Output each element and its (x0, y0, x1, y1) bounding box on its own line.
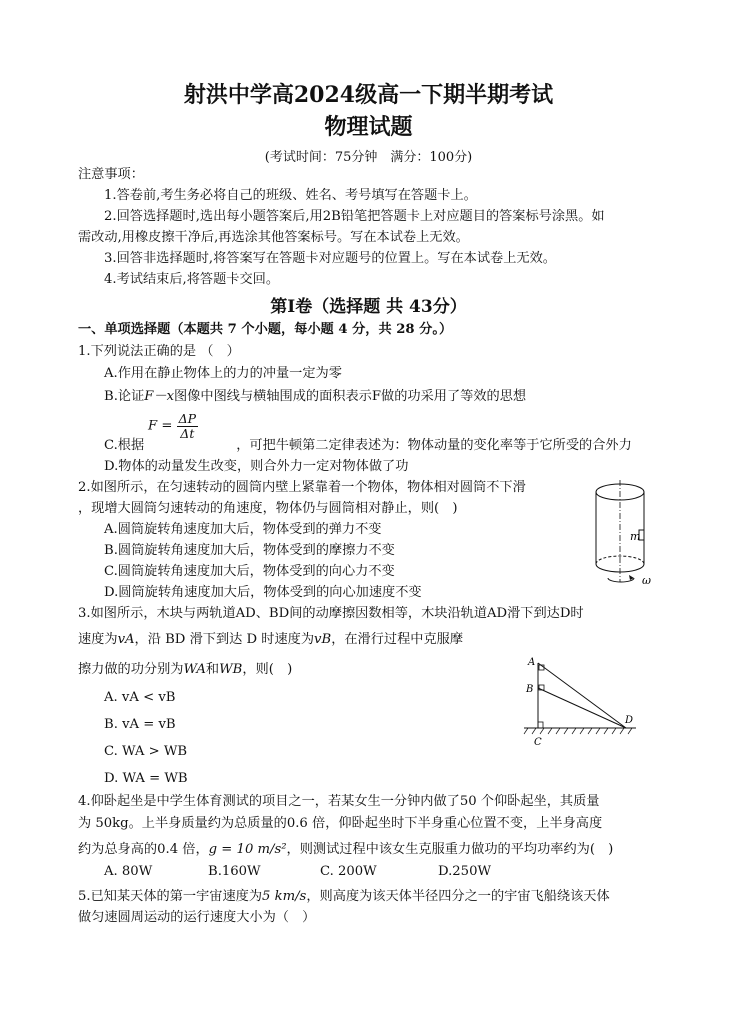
exam-info: (考试时间：75分钟 满分：100分) (264, 150, 473, 165)
q3-option-a: A. vA < vB (104, 690, 176, 705)
q1-formula-line: F = $\frac{\Delta P}{\Delta t}$ (148, 411, 197, 441)
q1-stem: 1.下列说法正确的是 （ ） (78, 344, 240, 359)
q1-option-d: D.物体的动量发生改变，则合外力一定对物体做了功 (104, 459, 409, 474)
subject-title: 物理试题 (324, 114, 413, 140)
q2-option-c: C.圆筒旋转角速度加大后，物体受到的向心力不变 (104, 564, 395, 579)
section-title: 第Ⅰ卷（选择题 共 43分） (270, 297, 467, 317)
tracks-figure (518, 655, 648, 750)
q4-line-2: 为 50kg。上半身质量约为总质量的0.6 倍，仰卧起坐时下半身重心位置不变，上半身高度 (78, 816, 603, 831)
label-omega: ω (642, 574, 651, 587)
q5-line-2: 做匀速圆周运动的运行速度大小为（ ） (78, 910, 316, 925)
right-angle-mark (538, 722, 543, 728)
label-d: D (625, 715, 634, 726)
exam-title: 射洪中学高2024级高一下期半期考试 (183, 82, 554, 108)
q2-option-b: B.圆筒旋转角速度加大后，物体受到的摩擦力不变 (104, 543, 395, 558)
q1-option-a: A.作用在静止物体上的力的冲量一定为零 (104, 366, 342, 381)
q1-option-b: B.论证F－x图像中图线与横轴围成的面积表示F做的功采用了等效的思想 (104, 389, 527, 404)
q4-option-a: A. 80W (104, 864, 153, 879)
ground-hatch (524, 728, 632, 734)
notice-heading: 注意事项： (78, 167, 144, 182)
notice-item-4: 4.考试结束后,将答题卡交回。 (104, 272, 280, 287)
q3-option-d: D. WA = WB (104, 771, 188, 786)
notice-item-2: 2.回答选择题时,选出每小题答案后,用2B铅笔把答题卡上对应题目的答案标号涂黑。如 (104, 209, 605, 224)
label-b: B (526, 684, 534, 695)
q4-option-d: D.250W (438, 864, 492, 879)
q3-option-b: B. vA = vB (104, 717, 176, 732)
track-bd (538, 688, 626, 728)
q3-option-c: C. WA > WB (104, 744, 188, 759)
q2-option-d: D.圆筒旋转角速度加大后，物体受到的向心加速度不变 (104, 585, 422, 600)
q4-option-b: B.160W (208, 864, 261, 879)
q1-option-c: C.根据 ，可把牛顿第二定律表述为：物体动量的变化率等于它所受的合外力 (104, 438, 632, 453)
notice-item-3: 3.回答非选择题时,将答案写在答题卡对应题号的位置上。写在本试卷上无效。 (104, 251, 556, 266)
q4-line-1: 4.仰卧起坐是中学生体育测试的项目之一，若某女生一分钟内做了50 个仰卧起坐，其质量 (78, 794, 600, 809)
track-ad (538, 663, 626, 728)
q2-option-a: A.圆筒旋转角速度加大后，物体受到的弹力不变 (104, 522, 382, 537)
q2-stem-1: 2.如图所示，在匀速转动的圆筒内壁上紧靠着一个物体，物体相对圆筒不下滑 (78, 480, 526, 495)
part-heading: 一、单项选择题（本题共 7 个小题，每小题 4 分，共 28 分。） (78, 322, 453, 337)
q1-fraction: $\frac{\Delta P}{\Delta t}$ (178, 411, 197, 441)
q3-stem-1: 3.如图所示，木块与两轨道AD、BD间的动摩擦因数相等，木块沿轨道AD滑下到达D时 (78, 606, 584, 621)
notice-item-1: 1.答卷前,考生务必将自己的班级、姓名、考号填写在答题卡上。 (104, 188, 477, 203)
q4-option-c: C. 200W (320, 864, 377, 879)
q3-stem-2: 速度为vA，沿 BD 滑下到达 D 时速度为vB，在滑行过程中克服摩 (78, 632, 464, 647)
label-c: C (534, 737, 542, 748)
q3-stem-3: 擦力做的功分别为WA和WB，则( ) (78, 662, 293, 677)
label-a: A (528, 657, 536, 668)
q2-stem-2: ，现增大圆筒匀速转动的角速度，物体仍与圆筒相对静止，则( ) (78, 501, 458, 516)
q5-line-1: 5.已知某天体的第一宇宙速度为5 km/s，则高度为该天体半径四分之一的宇宙飞船绕该天体 (78, 889, 610, 904)
q4-line-3: 约为总身高的0.4 倍，g = 10 m/s²，则测试过程中该女生克服重力做功的平均功率约为( ) (78, 842, 614, 857)
cylinder-figure (590, 478, 670, 590)
notice-item-2-cont: 需改动,用橡皮擦干净后,再选涂其他答案标号。写在本试卷上无效。 (78, 230, 469, 245)
label-m: m (630, 530, 641, 543)
